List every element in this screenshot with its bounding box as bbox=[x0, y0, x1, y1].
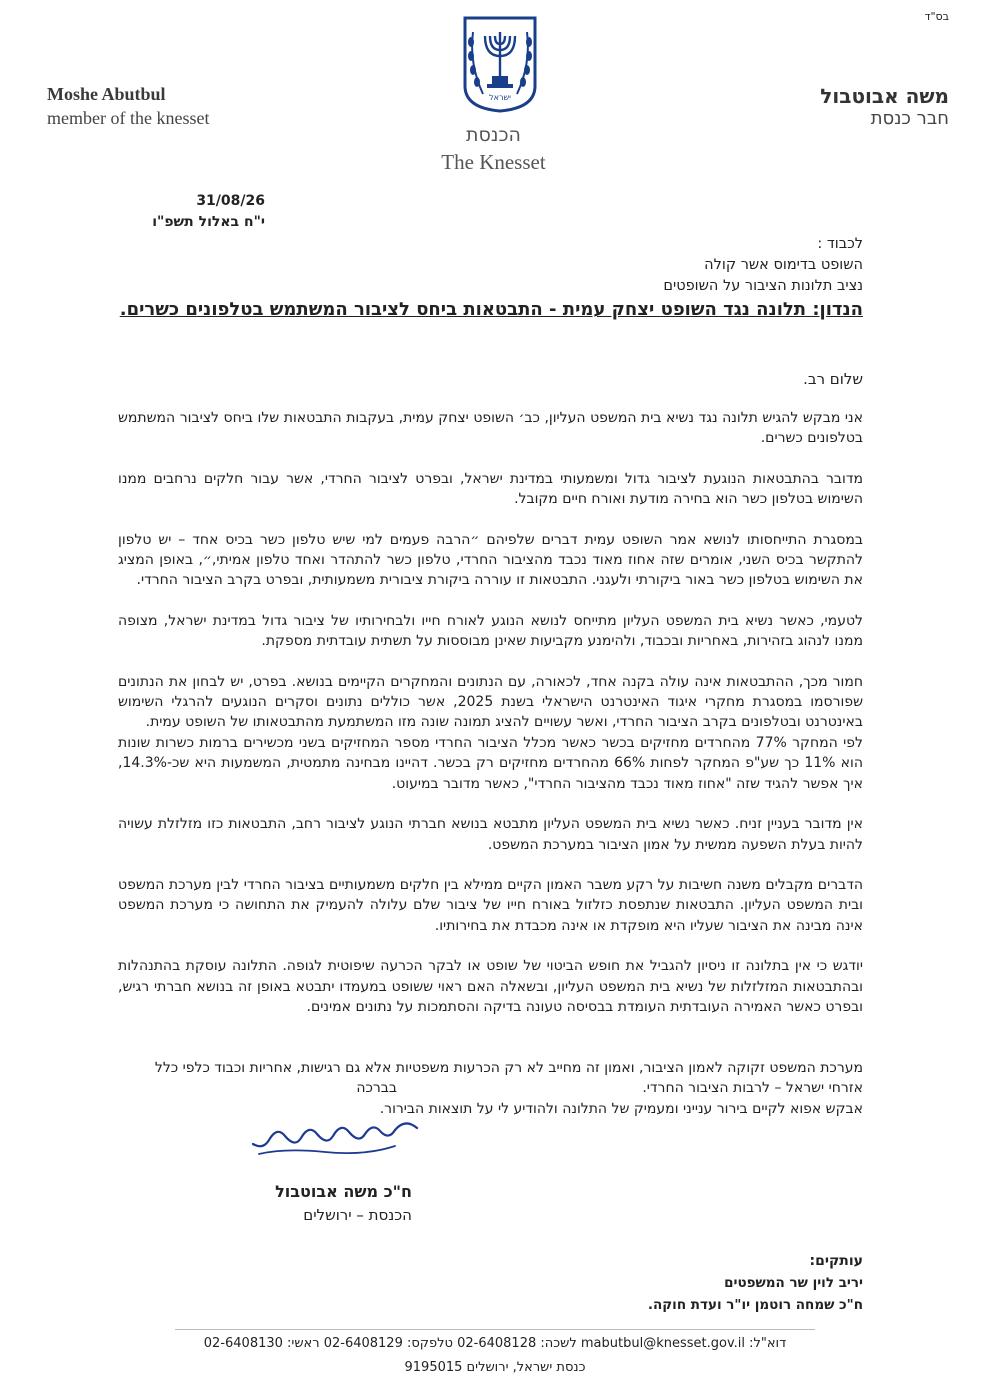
cc-title: עותקים: bbox=[809, 1253, 863, 1269]
sender-name-hebrew: משה אבוטבול bbox=[820, 84, 949, 108]
sender-role-hebrew: חבר כנסת bbox=[870, 108, 949, 129]
recipient-salutation: לכבוד : bbox=[817, 236, 863, 252]
sender-name-english: Moshe Abutbul bbox=[47, 84, 166, 104]
closing-block bbox=[118, 1058, 863, 1119]
recipient-block bbox=[163, 234, 863, 297]
footer-divider bbox=[175, 1329, 815, 1330]
date-hebrew: י"ח באלול תשפ"ו bbox=[152, 214, 265, 230]
letter-body bbox=[118, 408, 863, 1017]
cc-list bbox=[648, 1272, 863, 1316]
body-paragraph: יודגש כי אין בתלונה זו ניסיון להגביל את חופש הביטוי של שופט או לבקר הכרעה שיפוטית לגופה. התלונה עוסקת בהתנהלות ובהתבטאות המזלזלות של נשיא בית המשפט העליון, ובשאלה האם ראוי ששופט במעמדו יתבטא באופן זה בנושא חברתי רגיש, ובפרט כאשר האמירה העובדתית העומדת בבסיסה טעונה בדיקה והסתמכות על נתונים אמינים. bbox=[118, 958, 863, 1015]
body-paragraph: מדובר בהתבטאות הנוגעת לציבור גדול ומשמעותי במדינת ישראל, ובפרט לציבור החרדי, אשר עבור חלקים נרחבים ממנו השימוש בטלפון כשר הוא בחירה מודעת ואורח חיים מקובל. bbox=[118, 470, 863, 508]
closing-request: אבקש אפוא לקיים בירור ענייני ומעמיק של התלונה ולהודיע לי על תוצאות הבירור. bbox=[379, 1100, 863, 1117]
recipient-title: נציב תלונות הציבור על השופטים bbox=[663, 278, 863, 294]
subject-line: הנדון: תלונה נגד השופט יצחק עמית - התבטאות ביחס לציבור המשתמש בטלפונים כשרים. bbox=[119, 299, 863, 320]
closing-paragraph: מערכת המשפט זקוקה לאמון הציבור, ואמון זה מחייב לא רק הכרעות משפטיות אלא גם רגישות, אחריות וכבוד כלפי כלל אזרחי ישראל – לרבות הציבור החרדי. bbox=[154, 1060, 863, 1097]
corner-mark: בס"ד bbox=[924, 10, 949, 23]
knesset-hebrew: הכנסת bbox=[466, 124, 521, 146]
body-paragraph: לפי המחקר 77% מהחרדים מחזיקים בכשר כאשר מכלל הציבור החרדי מספר המחזיקים בשני מכשירים ברמות כשרות שונות הוא 11% כך שע"פ המחקר לפחות 66% מהחרדים מחזיקים רק בכשר. דהיינו מבחינה מתמטית, המשמעות היא שכ-14.3%, איך אפשר להגיד שזה "אחוז מאוד נכבד מהציבור החרדי", כאשר מדובר במיעוט. bbox=[118, 734, 864, 792]
emblem-label: ישראל bbox=[489, 93, 511, 102]
signer-location: הכנסת – ירושלים bbox=[303, 1206, 412, 1224]
blessing: בברכה bbox=[356, 1080, 397, 1096]
recipient-name: השופט בדימוס אשר קולה bbox=[704, 257, 863, 273]
menorah-emblem-icon bbox=[459, 14, 541, 114]
cc-item: יריב לוין שר המשפטים bbox=[724, 1275, 863, 1291]
signer-name: ח"כ משה אבוטבול bbox=[275, 1182, 412, 1201]
date-gregorian: 31/08/26 bbox=[196, 193, 265, 209]
cc-item: ח"כ שמחה רוטמן יו"ר ועדת חוקה. bbox=[647, 1297, 863, 1313]
sender-role-english: member of the knesset bbox=[47, 108, 210, 128]
body-paragraph: במסגרת התייחסותו לנושא אמר השופט עמית דברים שלפיהם ״הרבה פעמים למי שיש טלפון כשר בכיס אחד – יש טלפון להתקשר בכיס השני, אומרים שזה אחוז מאוד נכבד מהציבור החרדי, טלפון כשר להתהדר ואחד טלפון אמיתי,״, באופן המציג את השימוש בטלפון כשר באור ביקורתי ולעגני. התבטאות זו עוררה ביקורת ציבורית משמעותית, ובפרט בקרב הציבור החרדי. bbox=[118, 531, 863, 589]
body-paragraph: לטעמי, כאשר נשיא בית המשפט העליון מתייחס לנושא הנוגע לאורח חייו ולבחירותיו של ציבור גדול במדינת ישראל, מצופה ממנו לנהוג בזהירות, באחריות ובכבוד, ולהימנע מקביעות שאינן מבוססות על תשתית עובדתית מספקת. bbox=[118, 612, 863, 650]
footer-contact: דוא"ל: mabutbul@knesset.gov.il לשכה: 02-6408128 טלפקס: 02-6408129 ראשי: 02-6408130 bbox=[203, 1336, 787, 1351]
knesset-english: The Knesset bbox=[441, 150, 546, 174]
body-paragraph: אין מדובר בעניין זניח. כאשר נשיא בית המשפט העליון מתבטא בנושא חברתי הנוגע לציבור רחב, התבטאות כזו מזלזלת עשויה להיות בעלת השפעה ממשית על אמון הציבור במערכת המשפט. bbox=[118, 816, 863, 853]
body-paragraph: אני מבקש להגיש תלונה נגד נשיא בית המשפט העליון, כב׳ השופט יצחק עמית, בעקבות התבטאות שלו ביחס לציבור המשתמש בטלפונים כשרים. bbox=[118, 410, 863, 447]
footer-address: כנסת ישראל, ירושלים 9195015 bbox=[404, 1360, 586, 1375]
greeting: שלום רב. bbox=[803, 370, 863, 388]
body-paragraph: הדברים מקבלים משנה חשיבות על רקע משבר האמון הקיים ממילא בין חלקים משמעותיים בציבור החרדי לבין מערכת המשפט ובית המשפט העליון. התבטאות שנתפסת כזלזול באורח חייו של ציבור שלם עלולה להעמיק את התחושה כי מערכת המשפט אינה מבינה את הציבור שעליו היא מופקדת או אינה מכבדת את בחירותיו. bbox=[118, 876, 863, 934]
body-paragraph: חמור מכך, ההתבטאות אינה עולה בקנה אחד, לכאורה, עם הנתונים והמחקרים הקיימים בנושא. בפרט, יש לבחון את הנתונים שפורסמו במסגרת מחקרי איגוד האינטרנט הישראלי בשנת 2025, אשר כוללים נתונים וסקרים הנוגעים להרגלי השימוש באינטרנט ובטלפונים בקרב הציבור החרדי, ואשר עשויים להציג תמונה שונה מזו המשתמעת מהתבטאותו של השופט עמית. bbox=[118, 673, 863, 731]
handwritten-signature bbox=[245, 1110, 425, 1162]
